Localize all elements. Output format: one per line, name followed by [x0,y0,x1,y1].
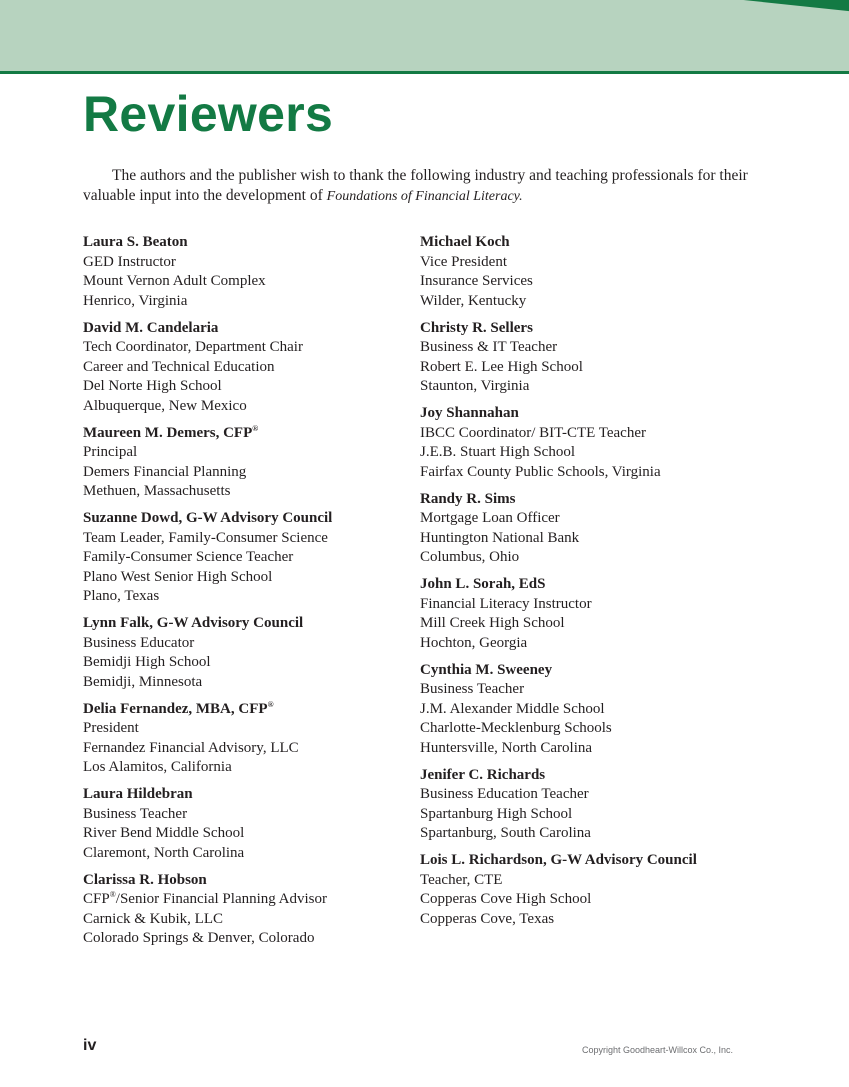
reviewer-detail-line: Del Norte High School [83,378,222,394]
reviewer-detail-line: Spartanburg, South Carolina [420,825,591,841]
reviewer-detail-line: Colorado Springs & Denver, Colorado [83,930,315,946]
reviewer-detail-line: Mortgage Loan Officer [420,510,560,526]
reviewer-detail-line: Insurance Services [420,273,533,289]
intro-paragraph [83,166,763,207]
reviewer-name-text: Suzanne Dowd, G-W Advisory Council [83,510,333,526]
reviewer-detail-line: Methuen, Massachusetts [83,483,231,499]
reviewer-name [83,509,403,529]
reviewer-detail-line: Bemidji High School [83,654,211,670]
reviewer-detail-line: Business Teacher [83,805,188,822]
reviewer-detail-line: President [83,720,139,736]
reviewer-detail-line: Business Education Teacher [420,786,589,802]
reviewer-name [420,233,760,253]
reviewer-detail-line: Mill Creek High School [420,615,565,631]
reviewer-detail-line: Columbus, Ohio [420,549,520,565]
page-title: Reviewers [83,86,334,142]
reviewer-name-text: Joy Shannahan [420,405,519,421]
reviewer-name-text: Maureen M. Demers, CFP [83,424,253,441]
reviewer-name [83,871,403,891]
copyright-notice: Copyright Goodheart-Willcox Co., Inc. [582,1045,734,1055]
reviewer-name [420,661,760,681]
reviewer-name [420,766,760,786]
reviewer-detail-line: Bemidji, Minnesota [83,673,203,690]
reviewer-detail-line: Carnick & Kubik, LLC [83,910,223,927]
reviewer-detail-line: Robert E. Lee High School [420,358,583,375]
reviewers-left-column [83,233,403,956]
reviewer-name-text: Christy R. Sellers [420,319,533,336]
reviewer-detail-line: GED Instructor [83,253,176,270]
reviewer-entry [420,851,760,929]
reviewer-entry [83,785,403,863]
reviewer-name-text: Lois L. Richardson, G-W Advisory Council [420,852,697,868]
reviewer-detail-line: Financial Literacy Instructor [420,595,592,612]
reviewer-detail-line: Hochton, Georgia [420,634,528,651]
reviewer-detail-line: Huntington National Bank [420,529,580,546]
reviewer-entry [420,575,760,653]
reviewer-detail-line: Tech Coordinator, Department Chair [83,339,303,355]
reviewer-detail-line: Claremont, North Carolina [83,844,245,861]
reviewer-name [420,851,760,871]
reviewer-detail-line: Career and Technical Education [83,358,275,375]
reviewer-name [83,424,403,444]
intro-text: The authors and the publisher wish to thank the following industry and teaching professionals for their valuable input into the development of [83,167,748,204]
reviewer-detail-line: Los Alamitos, California [83,759,232,775]
reviewer-name [83,614,403,634]
reviewer-detail-line: Team Leader, Family-Consumer Science [83,529,328,546]
reviewer-detail-line: Vice President [420,253,507,270]
reviewer-detail-line: Plano, Texas [83,588,160,604]
reviewer-name [420,404,760,424]
reviewer-name [83,233,403,253]
reviewer-name-text: Jenifer C. Richards [420,766,546,783]
reviewer-name-text: Laura S. Beaton [83,234,188,250]
registered-mark: ® [267,699,274,709]
page-number: iv [83,1037,97,1054]
reviewer-entry [420,490,760,568]
reviewer-entry [83,424,403,502]
reviewer-detail-line: Henrico, Virginia [83,292,188,309]
reviewer-detail-line: IBCC Coordinator/ BIT-CTE Teacher [420,424,646,441]
reviewer-name-text: Laura Hildebran [83,786,193,802]
reviewer-entry [420,233,760,311]
reviewer-detail-line: Huntersville, North Carolina [420,739,593,756]
reviewer-name-text: Delia Fernandez, MBA, CFP [83,700,268,717]
reviewers-right-column [420,233,760,937]
reviewer-name-text: David M. Candelaria [83,319,219,336]
reviewer-detail-line: Demers Financial Planning [83,463,247,480]
reviewer-detail-line: Principal [83,444,138,460]
reviewer-detail-line: Copperas Cove, Texas [420,910,555,927]
reviewer-name-text: Clarissa R. Hobson [83,871,207,888]
reviewer-detail-line: Business & IT Teacher [420,339,558,355]
book-title: Foundations of Financial Literacy. [326,189,523,204]
reviewer-detail-line: Teacher, CTE [420,871,503,888]
reviewer-detail-line: Business Teacher [420,681,525,697]
reviewer-entry [83,233,403,311]
reviewer-detail-line: Staunton, Virginia [420,378,530,394]
reviewer-detail-line: Plano West Senior High School [83,568,273,585]
reviewer-detail-line: Albuquerque, New Mexico [83,397,247,414]
reviewer-detail-line: Family-Consumer Science Teacher [83,549,294,565]
reviewer-name [420,319,760,339]
reviewer-entry [420,404,760,482]
reviewer-name-text: John L. Sorah, EdS [420,576,546,592]
reviewer-name [83,785,403,805]
reviewer-detail-line: Copperas Cove High School [420,891,592,907]
reviewer-name [83,319,403,339]
reviewer-entry [420,661,760,759]
reviewer-name-text: Lynn Falk, G-W Advisory Council [83,615,304,631]
registered-mark: ® [252,423,259,433]
reviewer-detail-line: CFP®/Senior Financial Planning Advisor [83,890,328,907]
reviewer-detail-line: Wilder, Kentucky [420,292,527,309]
reviewer-detail-line: Spartanburg High School [420,805,573,822]
reviewer-detail-line: J.M. Alexander Middle School [420,700,605,717]
reviewer-entry [83,614,403,692]
reviewer-detail-line: Fairfax County Public Schools, Virginia [420,463,661,480]
reviewer-entry [83,319,403,417]
reviewer-detail-line: Business Educator [83,634,195,651]
reviewer-entry [83,871,403,949]
reviewer-name-text: Cynthia M. Sweeney [420,661,553,678]
reviewer-entry [83,509,403,607]
reviewer-name-text: Michael Koch [420,234,510,250]
reviewer-entry [420,319,760,397]
reviewer-name [420,490,760,510]
reviewer-name [83,700,403,720]
reviewer-detail-line: J.E.B. Stuart High School [420,444,576,460]
registered-mark: ® [109,890,116,899]
reviewer-detail-line: River Bend Middle School [83,825,245,841]
reviewer-name [420,575,760,595]
header-accent-stripe [667,0,849,12]
reviewer-entry [420,766,760,844]
reviewer-detail-line: Charlotte-Mecklenburg Schools [420,720,612,736]
reviewer-detail-line: Fernandez Financial Advisory, LLC [83,739,299,756]
reviewer-detail-line: Mount Vernon Adult Complex [83,273,266,289]
reviewer-name-text: Randy R. Sims [420,490,516,507]
header-band [0,0,849,74]
reviewer-entry [83,700,403,778]
